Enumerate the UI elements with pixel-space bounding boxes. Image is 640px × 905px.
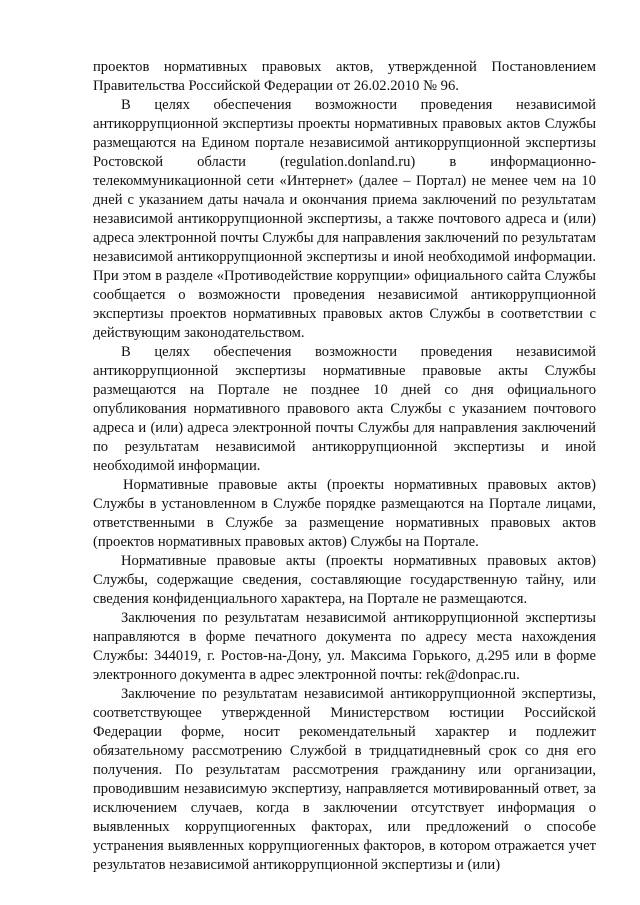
paragraph-responsible-persons: Нормативные правовые акты (проекты нормативных правовых актов) Службы в установленном в Службе порядке размещаются на Портале лицами, ответственными в Службе за размещение нормативных правовых актов (проектов нормативных правовых актов) Службы на Портале. xyxy=(93,477,596,550)
paragraph-conclusion-review: Заключение по результатам независимой антикоррупционной экспертизы, соответствующее утвержденной Министерством юстиции Российской Федерации форме, носит рекомендательный характер и подлежит обязательному рассмотрению Службой в тридцатидневный срок со дня его получения. По результатам рассмотрения гражданину или организации, проводившим независимую экспертизу, направляется мотивированный ответ, за исключением случаев, когда в заключении отсутствует информация о выявленных коррупциогенных факторах, или предложений о способе устранения выявленных коррупциогенных факторов, в котором отражается учет результатов независимой антикоррупционной экспертизы и (или) xyxy=(93,686,596,873)
paragraph-secret-information: Нормативные правовые акты (проекты нормативных правовых актов) Службы, содержащие сведения, составляющие государственную тайну, или сведения конфиденциального характера, на Портале не размещаются. xyxy=(93,553,596,607)
document-body xyxy=(93,58,596,875)
paragraph-conclusions-address: Заключения по результатам независимой антикоррупционной экспертизы направляются в форме печатного документа по адресу места нахождения Службы: 344019, г. Ростов-на-Дону, ул. Максима Горького, д.295 или в форме электронного документа в адрес электронной почты: rek@donpac.ru. xyxy=(93,610,596,683)
paragraph-projects-placement: В целях обеспечения возможности проведения независимой антикоррупционной экспертизы проекты нормативных правовых актов Службы размещаются на Едином портале независимой антикоррупционной экспертизы Ростовской области (regulation.donland.ru) в информационно-телекоммуникационной сети «Интернет» (далее – Портал) не менее чем на 10 дней с указанием даты начала и окончания приема заключений по результатам независимой антикоррупционной экспертизы, а также почтового адреса и (или) адреса электронной почты Службы для направления заключений по результатам независимой антикоррупционной экспертизы и иной необходимой информации. При этом в разделе «Противодействие коррупции» официального сайта Службы сообщается о возможности проведения независимой антикоррупционной экспертизы проектов нормативных правовых актов Службы в соответствии с действующим законодательством. xyxy=(93,97,596,341)
paragraph-continuation: проектов нормативных правовых актов, утвержденной Постановлением Правительства Российской Федерации от 26.02.2010 № 96. xyxy=(93,59,596,94)
paragraph-acts-placement: В целях обеспечения возможности проведения независимой антикоррупционной экспертизы нормативные правовые акты Службы размещаются на Портале не позднее 10 дней со дня официального опубликования нормативного правового акта Службы с указанием почтового адреса и (или) адреса электронной почты Службы для направления заключений по результатам независимой антикоррупционной экспертизы и иной необходимой информации. xyxy=(93,344,596,474)
